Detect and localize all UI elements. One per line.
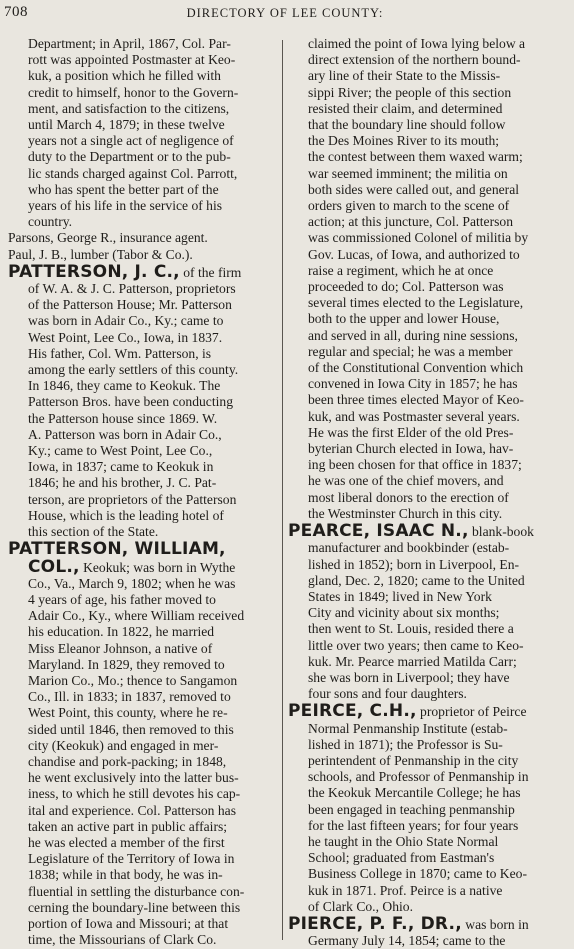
- text-line: ment, and satisfaction to the citizens,: [28, 100, 230, 116]
- text-line: Marion Co., Mo.; thence to Sangamon: [28, 672, 238, 688]
- text-line: she was born in Liverpool; they have: [308, 669, 510, 685]
- text-line: he taught in the Ohio State Normal: [308, 833, 499, 849]
- text-line: regular and special; he was a member: [308, 343, 513, 359]
- text-line: Germany July 14, 1854; came to the: [308, 933, 506, 949]
- text-line: the contest between them waxed warm;: [308, 149, 523, 165]
- text-line: then went to St. Louis, resided there a: [308, 621, 514, 637]
- text-line: lic stands charged against Col. Parrott,: [28, 165, 238, 181]
- text-line: House, which is the leading hotel of: [28, 507, 224, 523]
- entry-name-continued: COL.,: [28, 558, 80, 576]
- text-line: taken an active part in public affairs;: [28, 818, 228, 834]
- text-line: byterian Church elected in Iowa, hav-: [308, 441, 514, 457]
- text-line: direct extension of the northern bound-: [308, 52, 521, 68]
- page-header: [4, 4, 566, 26]
- left-column: [8, 36, 278, 948]
- text-line: sippi River; the people of this section: [308, 84, 512, 100]
- entry-patterson-jc: [8, 264, 278, 540]
- entry-name: PEIRCE, C.H.,: [288, 703, 417, 721]
- column-divider: [282, 40, 283, 940]
- text-line: sided until 1846, then removed to this: [28, 721, 234, 737]
- text-line: city (Keokuk) and engaged in mer-: [28, 737, 219, 753]
- text-line: been three times elected Mayor of Keo-: [308, 392, 524, 408]
- text-line: A. Patterson was born in Adair Co.,: [28, 426, 222, 442]
- entry-name: PIERCE, P. F., DR.,: [288, 915, 462, 934]
- continuation-text: [8, 36, 278, 230]
- text-line: portion of Iowa and Missouri; at that: [28, 915, 229, 931]
- entry-name: PATTERSON, WILLIAM,: [8, 541, 226, 559]
- text-line: He was the first Elder of the old Pres-: [308, 424, 514, 440]
- text-line: kuk in 1871. Prof. Peirce is a native: [308, 882, 503, 898]
- text-line: Maryland. In 1829, they removed to: [28, 656, 225, 672]
- text-line: his education. In 1822, he married: [28, 624, 215, 640]
- text-line: raise a regiment, which he at once: [308, 262, 494, 278]
- text-line: credit to himself, honor to the Govern-: [28, 84, 239, 100]
- text-line: Normal Penmanship Institute (estab-: [308, 720, 508, 736]
- entry-first-line: proprietor of Peirce: [416, 704, 527, 720]
- text-line: 1838; while in that body, he was in-: [28, 867, 223, 883]
- running-title: DIRECTORY OF LEE COUNTY:: [186, 6, 384, 20]
- text-line: States in 1849; lived in New York: [308, 588, 492, 604]
- right-column: [288, 36, 568, 949]
- text-line: he was one of the chief movers, and: [308, 473, 504, 489]
- text-line: West Point, Lee Co., Iowa, in 1837.: [28, 329, 223, 345]
- text-line: years not a single act of negligence of: [28, 133, 234, 149]
- entry-body: [8, 281, 278, 540]
- text-line: that the boundary line should follow: [308, 117, 506, 133]
- text-line: Co., Va., March 9, 1802; when he was: [28, 575, 236, 591]
- text-line: action; at this juncture, Col. Patterson: [308, 214, 514, 230]
- text-line: Gov. Lucas, of Iowa, and authorized to: [308, 246, 520, 262]
- text-line: resisted their claim, and determined: [308, 100, 503, 116]
- text-line: and served in all, during nine sessions,: [308, 327, 518, 343]
- text-line: country.: [28, 214, 73, 230]
- text-line: was commissioned Colonel of militia by: [308, 230, 529, 246]
- text-line: for the last fifteen years; for four years: [308, 817, 519, 833]
- text-line: lished in 1852); born in Liverpool, En-: [308, 556, 520, 572]
- text-line: chandise and pork-packing; in 1848,: [28, 753, 227, 769]
- text-line: Legislature of the Territory of Iowa in: [28, 851, 235, 867]
- text-line: perintendent of Penmanship in the city: [308, 752, 519, 768]
- text-line: lished in 1871); the Professor is Su-: [308, 736, 503, 752]
- entry-body: [288, 933, 568, 949]
- entry-patterson-william: [8, 541, 278, 948]
- text-line: the Westminster Church in this city.: [308, 505, 503, 521]
- text-line: Paul, J. B., lumber (Tabor & Co.).: [8, 246, 193, 262]
- text-line: Co., Ill. in 1833; in 1837, removed to: [28, 689, 231, 705]
- text-line: rott was appointed Postmaster at Keo-: [28, 52, 236, 68]
- entry-first-line: Keokuk; was born in Wythe: [79, 559, 236, 575]
- text-line: City and vicinity about six months;: [308, 605, 500, 621]
- text-line: iness, to which he still devotes his cap-: [28, 786, 241, 802]
- text-line: Parsons, George R., insurance agent.: [8, 230, 208, 246]
- text-line: 1846; he and his brother, J. C. Pat-: [28, 475, 217, 491]
- text-line: among the early settlers of this county.: [28, 362, 239, 378]
- text-line: School; graduated from Eastman's: [308, 850, 495, 866]
- text-line: gland, Dec. 2, 1820; came to the United: [308, 572, 525, 588]
- text-line: both sides were called out, and general: [308, 181, 520, 197]
- entry-body: [288, 721, 568, 915]
- text-line: several times elected to the Legislature,: [308, 295, 524, 311]
- text-line: this section of the State.: [28, 524, 159, 540]
- text-line: four sons and four daughters.: [308, 686, 467, 702]
- text-line: In 1846, they came to Keokuk. The: [28, 378, 221, 394]
- text-line: the Patterson house since 1869. W.: [28, 410, 218, 426]
- text-line: convened in Iowa City in 1857; he has: [308, 376, 518, 392]
- text-line: time, the Missourians of Clark Co.: [28, 932, 217, 948]
- text-line: West Point, this county, where he re-: [28, 705, 228, 721]
- entry-first-line: was born in: [461, 916, 529, 932]
- text-line: little over two years; then came to Keo-: [308, 637, 524, 653]
- text-line: Business College in 1870; came to Keo-: [308, 866, 527, 882]
- text-line: of the Constitutional Convention which: [308, 360, 524, 376]
- continuation-text: [288, 36, 568, 522]
- text-line: duty to the Department or to the pub-: [28, 149, 231, 165]
- text-line: ital and experience. Col. Patterson has: [28, 802, 236, 818]
- text-line: of the Patterson House; Mr. Patterson: [28, 297, 232, 313]
- text-line: ary line of their State to the Missis-: [308, 68, 501, 84]
- text-line: he was elected a member of the first: [28, 834, 225, 850]
- text-line: terson, are proprietors of the Patterson: [28, 491, 237, 507]
- text-line: of Clark Co., Ohio.: [308, 898, 413, 914]
- text-line: the Des Moines River to its mouth;: [308, 133, 500, 149]
- text-line: the Keokuk Mercantile College; he has: [308, 785, 521, 801]
- text-line: who has spent the better part of the: [28, 181, 219, 197]
- text-line: years of his life in the service of his: [28, 198, 223, 214]
- text-line: claimed the point of Iowa lying below a: [308, 36, 526, 51]
- entry-body: [8, 576, 278, 949]
- text-line: ing been chosen for that office in 1837;: [308, 457, 522, 473]
- entry-pierce: [288, 916, 568, 949]
- text-line: cerning the boundary-line between this: [28, 899, 241, 915]
- text-line: proceeded to do; Col. Patterson was: [308, 279, 504, 295]
- short-entries: [8, 230, 278, 262]
- text-line: schools, and Professor of Penmanship in: [308, 769, 529, 785]
- text-line: Miss Eleanor Johnson, a native of: [28, 640, 213, 656]
- text-line: he went exclusively into the latter bus-: [28, 770, 239, 786]
- text-line: war seemed imminent; the militia on: [308, 165, 508, 181]
- entry-peirce: [288, 703, 568, 915]
- text-line: 4 years of age, his father moved to: [28, 591, 216, 607]
- text-line: been engaged in teaching penmanship: [308, 801, 515, 817]
- text-line: most liberal donors to the erection of: [308, 489, 509, 505]
- text-line: Ky.; came to West Point, Lee Co.,: [28, 443, 213, 459]
- entry-first-line: blank-book: [468, 524, 534, 540]
- entry-body: [288, 540, 568, 702]
- text-line: until March 4, 1879; in these twelve: [28, 117, 225, 133]
- text-line: was born in Adair Co., Ky.; came to: [28, 313, 224, 329]
- text-line: Adair Co., Ky., where William received: [28, 608, 245, 624]
- text-line: kuk. Mr. Pearce married Matilda Carr;: [308, 653, 517, 669]
- text-line: fluential in settling the disturbance con-: [28, 883, 245, 899]
- text-line: Patterson Bros. have been conducting: [28, 394, 233, 410]
- entry-name: PEARCE, ISAAC N.,: [288, 523, 469, 541]
- entry-pearce: [288, 523, 568, 702]
- entry-first-line: of the firm: [179, 264, 242, 280]
- text-line: kuk, and was Postmaster several years.: [308, 408, 520, 424]
- text-line: kuk, a position which he filled with: [28, 68, 221, 84]
- text-line: His father, Col. Wm. Patterson, is: [28, 345, 212, 361]
- text-line: manufacturer and bookbinder (estab-: [308, 540, 510, 556]
- text-line: Department; in April, 1867, Col. Par-: [28, 36, 231, 51]
- text-line: both to the upper and lower House,: [308, 311, 500, 327]
- text-line: of W. A. & J. C. Patterson, proprietors: [28, 281, 236, 297]
- text-line: orders given to march to the scene of: [308, 198, 510, 214]
- entry-name: PATTERSON, J. C.,: [8, 263, 180, 282]
- text-line: Iowa, in 1837; came to Keokuk in: [28, 459, 214, 475]
- page-number: 708: [4, 4, 28, 20]
